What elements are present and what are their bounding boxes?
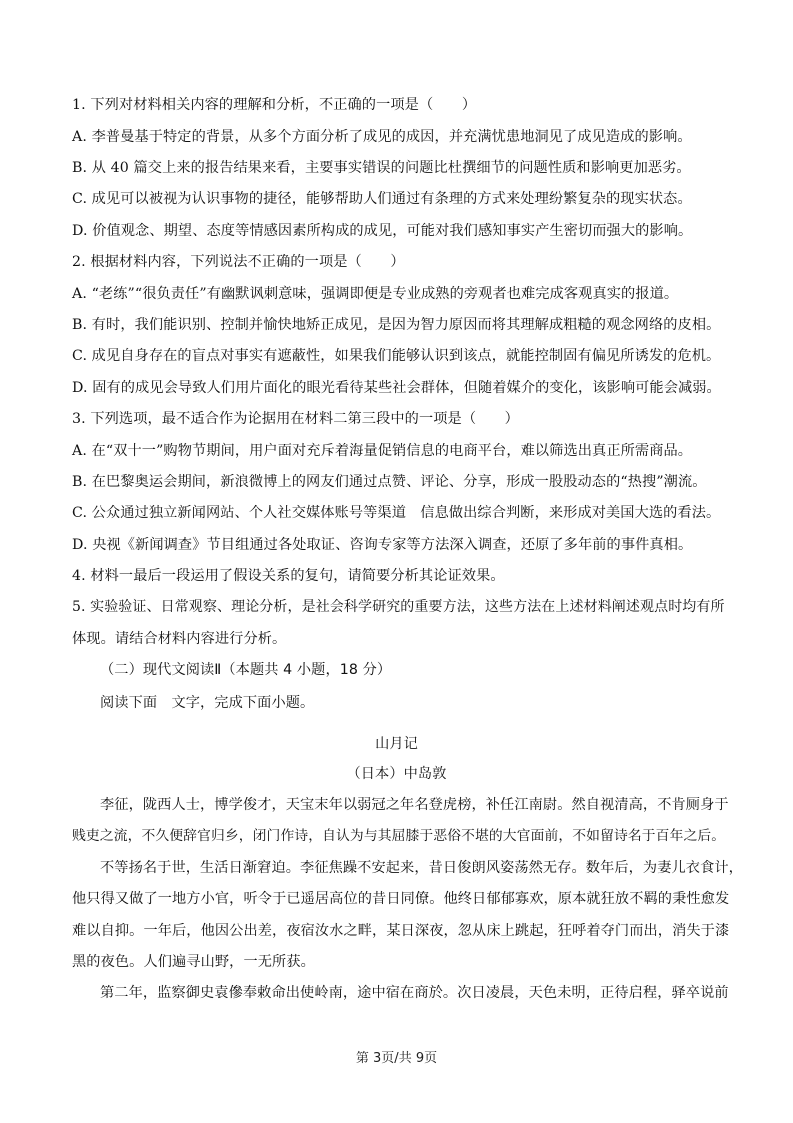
- question-5-line-2: 体现。请结合材料内容进行分析。: [72, 631, 287, 647]
- question-1-option-c: C. 成见可以被视为认识事物的捷径，能够帮助人们通过有条理的方式来处理纷繁复杂的现实状态。: [72, 191, 692, 207]
- question-2-stem: 2. 根据材料内容，下列说法不正确的一项是（ ）: [72, 254, 405, 270]
- article-paragraph-line: 难以自抑。一年后，他因公出差，夜宿汝水之畔，某日深夜，忽从床上跳起，狂呼着夺门而出，消失于漆: [72, 923, 730, 939]
- question-4: 4. 材料一最后一段运用了假设关系的复句，请简要分析其论证效果。: [72, 568, 505, 584]
- question-3-option-d: D. 央视《新闻调查》节目组通过各处取证、咨询专家等方法深入调查，还原了多年前的事件真相。: [72, 537, 693, 553]
- article-paragraph-line: 贱吏之流，不久便辞官归乡，闭门作诗，自认为与其屈膝于恶俗不堪的大官面前，不如留诗名于百年之后。: [72, 828, 726, 844]
- article-paragraph-line: 不等扬名于世，生活日渐窘迫。李征焦躁不安起来，昔日俊朗风姿荡然无存。数年后，为妻儿衣食计，: [100, 860, 743, 876]
- question-1-option-b: B. 从 40 篇交上来的报告结果来看，主要事实错误的问题比杜撰细节的问题性质和影响更加恶劣。: [72, 160, 691, 176]
- question-2-option-b: B. 有时，我们能识别、控制并愉快地矫正成见，是因为智力原因而将其理解成粗糙的观念网络的皮相。: [72, 317, 721, 333]
- section-heading: （二）现代文阅读Ⅱ（本题共 4 小题，18 分）: [100, 662, 392, 678]
- article-paragraph-line: 黑的夜色。人们遍寻山野，一无所获。: [72, 954, 315, 970]
- article-paragraph-line: 第二年，监察御史袁傪奉敕命出使岭南，途中宿在商於。次日凌晨，天色未明，正待启程，驿卒说前: [100, 985, 729, 1001]
- article-paragraph-line: 李征，陇西人士，博学俊才，天宝末年以弱冠之年名登虎榜，补任江南尉。然自视清高，不肯厕身于: [100, 797, 729, 813]
- question-2-option-a: A. “老练”“很负责任”有幽默讽刺意味，强调即便是专业成熟的旁观者也难完成客观真实的报道。: [72, 286, 679, 302]
- article-title: 山月记: [375, 736, 418, 752]
- question-1-option-a: A. 李普曼基于特定的背景，从多个方面分析了成见的成因，并充满忧患地洞见了成见造成的影响。: [72, 129, 692, 145]
- question-3-stem: 3. 下列选项，最不适合作为论据用在材料二第三段中的一项是（ ）: [72, 411, 519, 427]
- question-2-option-c: C. 成见自身存在的盲点对事实有遮蔽性，如果我们能够认识到该点，就能控制固有偏见所诱发的危机。: [72, 348, 721, 364]
- question-1-stem: 1. 下列对材料相关内容的理解和分析，不正确的一项是（ ）: [72, 97, 477, 113]
- reading-instruction: 阅读下面 文字，完成下面小题。: [100, 695, 315, 711]
- article-paragraph-line: 他只得又做了一地方小官，听令于已遥居高位的昔日同僚。他终日郁郁寡欢，原本就狂放不羁的秉性愈发: [72, 891, 730, 907]
- page-number-footer: 第 3页/共 9页: [355, 1051, 438, 1066]
- question-3-option-c: C. 公众通过独立新闻网站、个人社交媒体账号等渠道 信息做出综合判断，来形成对美国大选的看法。: [72, 505, 721, 521]
- article-author: （日本）中岛敦: [346, 766, 447, 782]
- question-1-option-d: D. 价值观念、期望、态度等情感因素所构成的成见，可能对我们感知事实产生密切而强大的影响。: [72, 223, 693, 239]
- question-3-option-b: B. 在巴黎奥运会期间，新浪微博上的网友们通过点赞、评论、分享，形成一股股动态的“热搜”潮流。: [72, 474, 707, 490]
- question-3-option-a: A. 在“双十一”购物节期间，用户面对充斥着海量促销信息的电商平台，难以筛选出真正所需商品。: [72, 443, 693, 459]
- question-2-option-d: D. 固有的成见会导致人们用片面化的眼光看待某些社会群体，但随着媒介的变化，该影响可能会减弱。: [72, 380, 721, 396]
- question-5-line-1: 5. 实验验证、日常观察、理论分析，是社会科学研究的重要方法，这些方法在上述材料阐述观点时均有所: [72, 599, 725, 615]
